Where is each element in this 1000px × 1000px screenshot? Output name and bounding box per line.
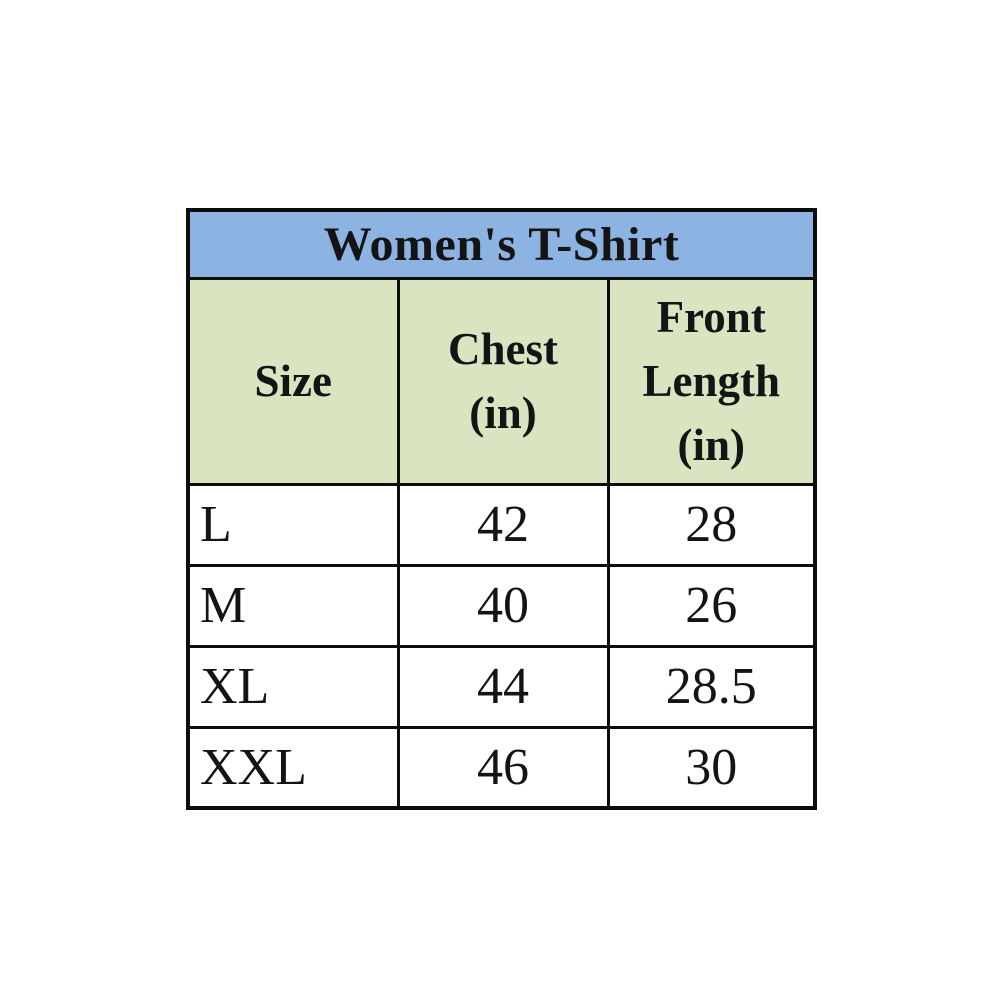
column-header-row [188,278,815,484]
size-value: L [188,484,398,565]
table-row [188,646,815,727]
column-header-chest-label: Chest [448,324,558,374]
size-chart [186,208,817,810]
front-length-value: 28.5 [608,646,815,727]
column-header-chest-unit: (in) [469,388,537,438]
chest-value: 44 [398,646,608,727]
column-header-front-length-unit: (in) [677,420,745,470]
column-header-size [188,278,398,484]
table-title-row [188,210,815,278]
table-row [188,565,815,646]
column-header-chest [398,278,608,484]
chest-value: 46 [398,727,608,808]
size-chart-table [186,208,817,810]
chest-value: 40 [398,565,608,646]
table-title: Women's T-Shirt [188,210,815,278]
column-header-front-length-label-2: Length [642,356,781,406]
table-row [188,484,815,565]
column-header-front-length-label-1: Front [656,292,766,342]
size-value: XL [188,646,398,727]
front-length-value: 26 [608,565,815,646]
column-header-size-label: Size [254,356,332,406]
size-value: XXL [188,727,398,808]
size-value: M [188,565,398,646]
front-length-value: 28 [608,484,815,565]
table-row [188,727,815,808]
column-header-front-length [608,278,815,484]
front-length-value: 30 [608,727,815,808]
chest-value: 42 [398,484,608,565]
